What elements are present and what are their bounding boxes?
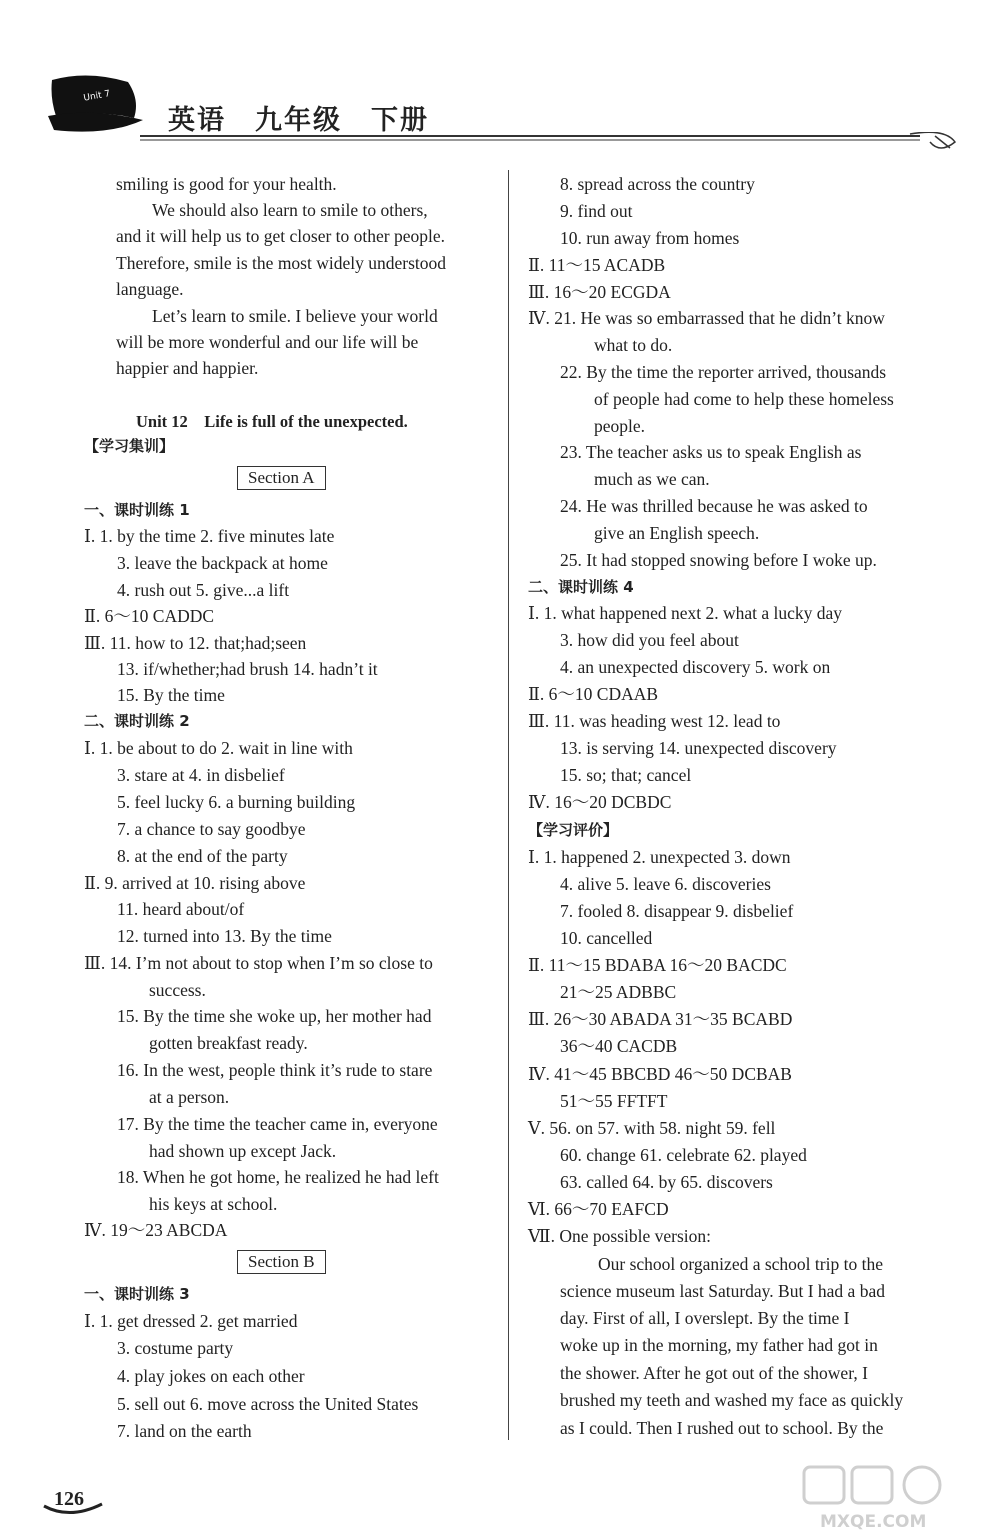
watermark-logo-icon	[800, 1465, 970, 1533]
answer-line: gotten breakfast ready.	[149, 1033, 308, 1053]
essay-line: day. First of all, I overslept. By the time I	[560, 1308, 850, 1328]
answer-line: 3. leave the backpack at home	[117, 553, 328, 573]
answer-line: Ⅴ. 56. on 57. with 58. night 59. fell	[528, 1118, 776, 1138]
answer-line: much as we can.	[594, 469, 710, 489]
answer-line: Ⅶ. One possible version:	[528, 1226, 711, 1246]
answer-line: 36～40 CACDB	[560, 1036, 678, 1056]
answer-line: 22. By the time the reporter arrived, thousands	[560, 362, 887, 382]
text-line: smiling is good for your health.	[116, 174, 337, 194]
answer-line: Ⅱ. 6～10 CDAAB	[528, 684, 659, 704]
page-number: 126	[54, 1488, 84, 1510]
answer-line: Ⅰ. 1. happened 2. unexpected 3. down	[528, 847, 791, 867]
section-heading: 【学习评价】	[528, 821, 619, 839]
answer-line: 63. called 64. by 65. discovers	[560, 1172, 773, 1192]
answer-line: Ⅱ. 11～15 ACADB	[528, 255, 666, 275]
svg-text:MXQE.COM: MXQE.COM	[820, 1512, 927, 1532]
answer-line: 5. feel lucky 6. a burning building	[117, 792, 356, 812]
section-b-box: Section B	[237, 1250, 326, 1274]
answer-line: Ⅰ. 1. get dressed 2. get married	[84, 1311, 298, 1331]
answer-line: 13. is serving 14. unexpected discovery	[560, 738, 837, 758]
answer-line: Ⅰ. 1. be about to do 2. wait in line with	[84, 738, 353, 758]
answer-line: 4. play jokes on each other	[117, 1366, 305, 1386]
answer-line: 51～55 FFTFT	[560, 1091, 668, 1111]
answer-line: 17. By the time the teacher came in, everyone	[117, 1114, 438, 1134]
answer-line: 3. how did you feel about	[560, 630, 739, 650]
answer-line: 5. sell out 6. move across the United States	[117, 1394, 419, 1414]
answer-line: Ⅲ. 26～30 ABADA 31～35 BCABD	[528, 1009, 793, 1029]
answer-line: 7. fooled 8. disappear 9. disbelief	[560, 901, 794, 921]
answer-line: at a person.	[149, 1087, 230, 1107]
text-line: happier and happier.	[116, 358, 259, 378]
answer-line: Ⅲ. 16～20 ECGDA	[528, 282, 671, 302]
answer-line: 4. an unexpected discovery 5. work on	[560, 657, 831, 677]
answer-line: 18. When he got home, he realized he had left	[117, 1167, 439, 1187]
answer-line: success.	[149, 980, 206, 1000]
answer-line: 7. a chance to say goodbye	[117, 819, 306, 839]
answer-line: Ⅲ. 14. I’m not about to stop when I’m so close to	[84, 953, 433, 973]
answer-line: 15. By the time she woke up, her mother had	[117, 1006, 432, 1026]
answer-line: 4. alive 5. leave 6. discoveries	[560, 874, 771, 894]
answer-line: Ⅱ. 6～10 CADDC	[84, 606, 215, 626]
section-heading: 【学习集训】	[84, 437, 175, 455]
answer-line: 7. land on the earth	[117, 1421, 252, 1441]
answer-line: 9. find out	[560, 201, 633, 221]
answer-line: Ⅳ. 19～23 ABCDA	[84, 1220, 228, 1240]
answer-line: 10. cancelled	[560, 928, 653, 948]
text-line: Let’s learn to smile. I believe your world	[152, 306, 438, 326]
answer-line: 13. if/whether;had brush 14. hadn’t it	[117, 659, 378, 679]
answer-line: 8. spread across the country	[560, 174, 755, 194]
answer-line: 15. so; that; cancel	[560, 765, 692, 785]
answer-line: had shown up except Jack.	[149, 1141, 337, 1161]
answer-line: 12. turned into 13. By the time	[117, 926, 332, 946]
answer-line: 21～25 ADBBC	[560, 982, 677, 1002]
exercise-heading: 二、课时训练 2	[84, 712, 190, 730]
answer-line: 10. run away from homes	[560, 228, 740, 248]
text-line: language.	[116, 279, 184, 299]
answer-line: Ⅰ. 1. by the time 2. five minutes late	[84, 526, 335, 546]
section-a-box: Section A	[237, 466, 326, 490]
essay-line: brushed my teeth and washed my face as quickly	[560, 1390, 904, 1410]
answer-line: Ⅰ. 1. what happened next 2. what a lucky day	[528, 603, 843, 623]
answer-line: 3. costume party	[117, 1338, 234, 1358]
answer-line: 8. at the end of the party	[117, 846, 288, 866]
essay-line: Our school organized a school trip to the	[598, 1254, 883, 1274]
page-title: 英语 九年级 下册	[168, 105, 429, 136]
answer-line: Ⅱ. 9. arrived at 10. rising above	[84, 873, 306, 893]
answer-line: 16. In the west, people think it’s rude to stare	[117, 1060, 433, 1080]
answer-line: Ⅱ. 11～15 BDABA 16～20 BACDC	[528, 955, 787, 975]
answer-line: Ⅲ. 11. was heading west 12. lead to	[528, 711, 781, 731]
answer-line: 15. By the time	[117, 685, 225, 705]
exercise-heading: 一、课时训练 1	[84, 501, 190, 519]
answer-line: 4. rush out 5. give...a lift	[117, 580, 290, 600]
answer-line: 25. It had stopped snowing before I woke up.	[560, 550, 877, 570]
answer-line: his keys at school.	[149, 1194, 278, 1214]
answer-line: of people had come to help these homeless	[594, 389, 894, 409]
text-line: will be more wonderful and our life will be	[116, 332, 419, 352]
answer-line: Ⅲ. 11. how to 12. that;had;seen	[84, 633, 307, 653]
exercise-heading: 一、课时训练 3	[84, 1285, 190, 1303]
answer-line: 23. The teacher asks us to speak English as	[560, 442, 862, 462]
essay-line: woke up in the morning, my father had got in	[560, 1335, 878, 1355]
answer-line: 3. stare at 4. in disbelief	[117, 765, 285, 785]
essay-line: the shower. After he got out of the shower, I	[560, 1363, 868, 1383]
answer-line: Ⅳ. 41～45 BBCBD 46～50 DCBAB	[528, 1064, 792, 1084]
column-divider	[508, 170, 509, 1440]
answer-line: what to do.	[594, 335, 673, 355]
essay-line: as I could. Then I rushed out to school. By the	[560, 1418, 884, 1438]
exercise-heading: 二、课时训练 4	[528, 578, 634, 596]
text-line: We should also learn to smile to others,	[152, 200, 428, 220]
answer-line: Ⅳ. 16～20 DCBDC	[528, 792, 672, 812]
answer-line: 60. change 61. celebrate 62. played	[560, 1145, 807, 1165]
page-header	[0, 0, 987, 160]
essay-line: science museum last Saturday. But I had a bad	[560, 1281, 885, 1301]
hat-logo-icon	[48, 70, 143, 140]
answer-line: Ⅳ. 21. He was so embarrassed that he didn’t know	[528, 308, 885, 328]
text-line: Therefore, smile is the most widely understood	[116, 253, 446, 273]
answer-line: give an English speech.	[594, 523, 760, 543]
svg-text:Unit 7: Unit 7	[82, 89, 112, 104]
header-rule	[140, 132, 960, 162]
text-line: and it will help us to get closer to other people.	[116, 226, 446, 246]
answer-line: 24. He was thrilled because he was asked to	[560, 496, 868, 516]
answer-line: people.	[594, 416, 646, 436]
unit-title: Unit 12 Life is full of the unexpected.	[136, 412, 408, 431]
answer-line: Ⅵ. 66～70 EAFCD	[528, 1199, 669, 1219]
answer-line: 11. heard about/of	[117, 899, 245, 919]
